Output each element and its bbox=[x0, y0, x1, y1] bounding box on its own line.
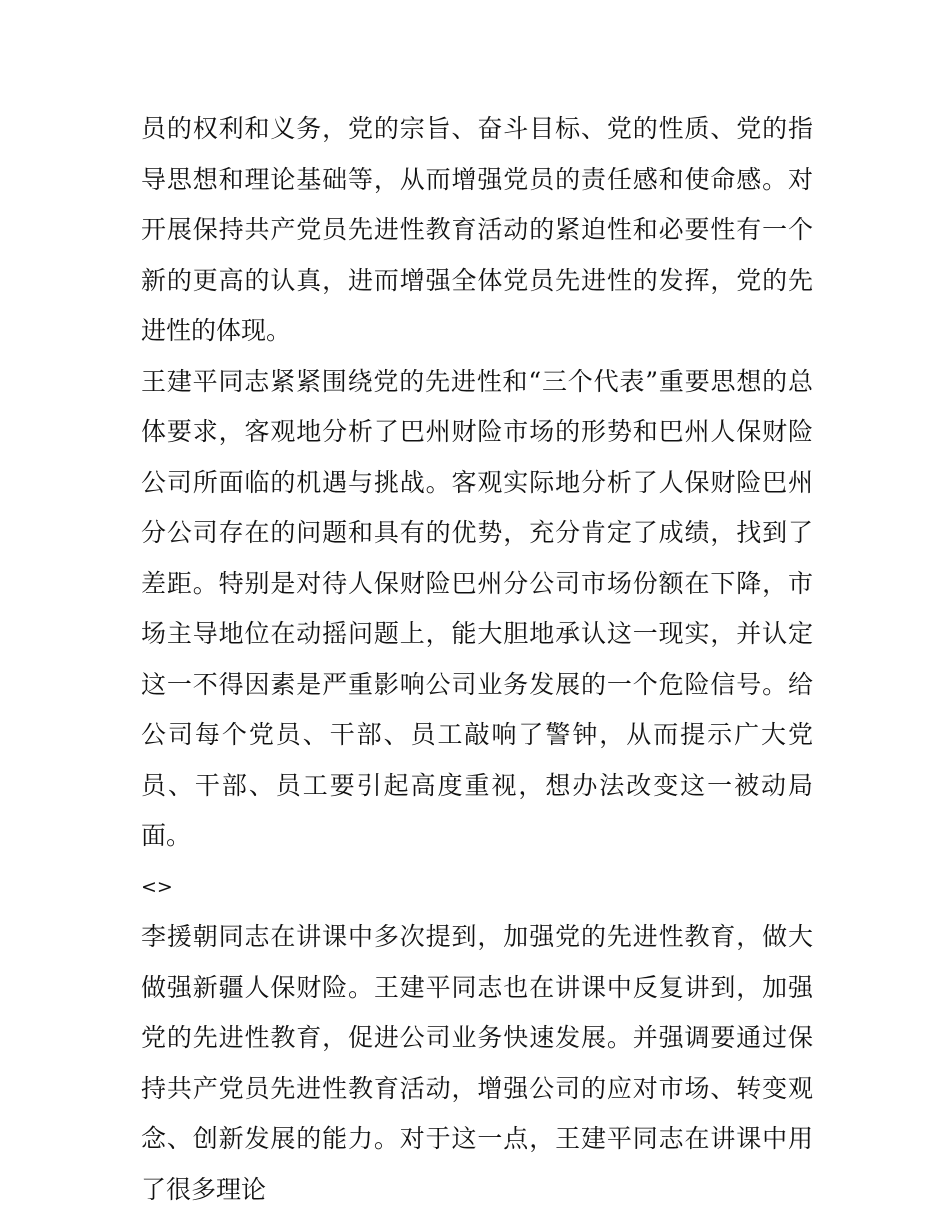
paragraph-party-member-rights: 员的权利和义务，党的宗旨、奋斗目标、党的性质、党的指导思想和理论基础等，从而增强党员的责任感和使命感。对开展保持共产党员先进性教育活动的紧迫性和必要性有一个新的更高的认真，进而增强全体党员先进性的发挥，党的先进性的体现。 bbox=[141, 114, 813, 345]
section-marker: <> bbox=[141, 875, 173, 898]
document-body bbox=[141, 104, 813, 1215]
paragraph-wang-jianping-analysis: 王建平同志紧紧围绕党的先进性和“三个代表”重要思想的总体要求，客观地分析了巴州财险市场的形势和巴州人保财险公司所面临的机遇与挑战。客观实际地分析了人保财险巴州分公司存在的问题和具有的优势，充分肯定了成绩，找到了差距。特别是对待人保财险巴州分公司市场份额在下降，市场主导地位在动摇问题上，能大胆地承认这一现实，并认定这一不得因素是严重影响公司业务发展的一个危险信号。给公司每个党员、干部、员工敲响了警钟，从而提示广大党员、干部、员工要引起高度重视，想办法改变这一被动局面。 bbox=[141, 366, 813, 850]
paragraph-li-yuanchao-lecture: 李援朝同志在讲课中多次提到，加强党的先进性教育，做大做强新疆人保财险。王建平同志也在讲课中反复讲到，加强党的先进性教育，促进公司业务快速发展。并强调要通过保持共产党员先进性教育活动，增强公司的应对市场、转变观念、创新发展的能力。对于这一点，王建平同志在讲课中用了很多理论 bbox=[141, 922, 813, 1204]
